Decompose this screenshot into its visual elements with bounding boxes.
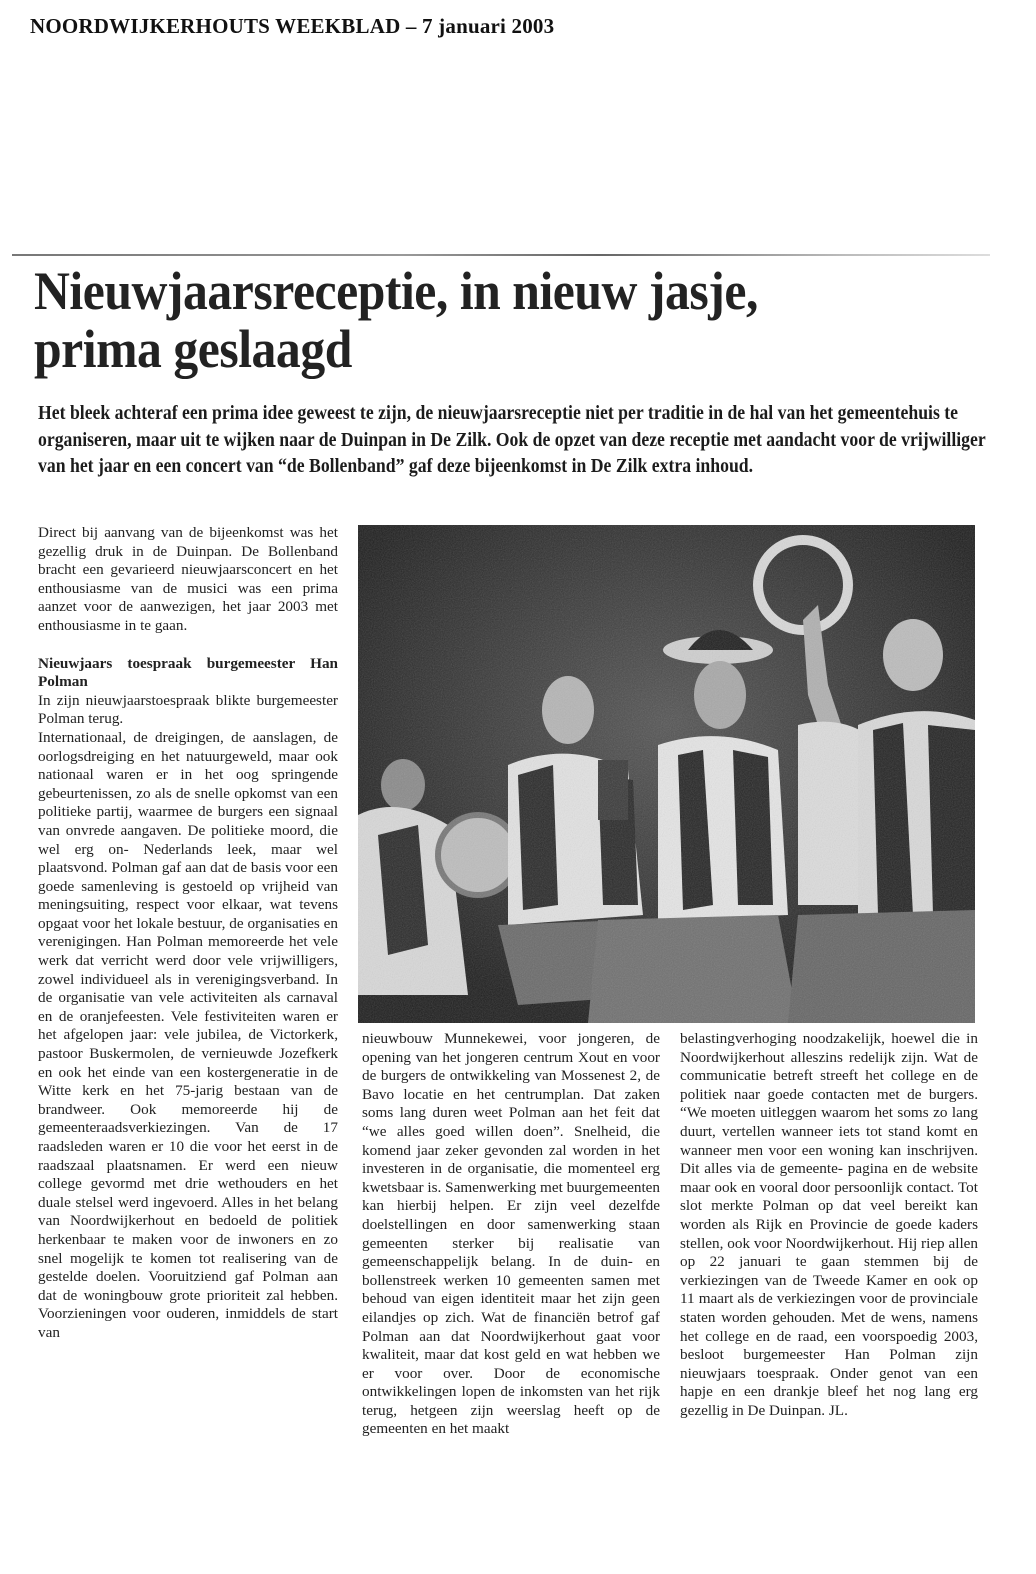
article-column-2 [362, 1030, 660, 1439]
subheading: Nieuwjaars toespraak burgemeester Han Polman [38, 654, 338, 691]
paragraph: Direct bij aanvang van de bijeenkomst was het gezellig druk in de Duinpan. De Bollenband bracht een gevarieerd nieuwjaarsconcert en het enthousiasme van de musici was een prima aanzet voor de aanwezigen, het jaar 2003 met enthousiasme in te gaan. [38, 524, 338, 634]
headline-line-2: prima geslaagd [34, 319, 352, 379]
headline-line-1: Nieuwjaarsreceptie, in nieuw jasje, [34, 261, 758, 321]
band-photo [358, 525, 975, 1023]
paragraph: nieuwbouw Munnekewei, voor jongeren, de opening van het jongeren centrum Xout en voor de burgers de ontwikkeling van Mossenest 2, de Bavo locatie en het centrumplan. Dat zaken soms lang duren weet Polman aan het feit dat “we alles goed willen doen”. Snelheid, die komend jaar zeker gevonden zal worden in het investeren in de organisatie, die momenteel erg kwetsbaar is. Samenwerking met buurgemeenten kan hierbij helpen. Er zijn veel dezelfde doelstellingen en door samenwerking staan gemeenten sterker bij realisatie van gemeenschappelijk belang. In de duin- en bollenstreek werken 10 gemeenten samen met behoud van eigen identiteit maar het zijn geen eilandjes op zich. Wat de financiën betrof gaf Polman aan dat Noordwijkerhout gaat voor kwaliteit, maar dat kost geld en wat hebben we er voor over. Door de economische ontwikkelingen lopen de inkomsten van het rijk terug, hetgeen zijn weerslag heeft op de gemeenten en het maakt [362, 1030, 660, 1438]
paragraph: belastingverhoging noodzakelijk, hoewel die in Noordwijkerhout alleszins redelijk zijn. Wat de communicatie betreft streeft het college en de politiek naar goede contacten met de burgers. “We moeten uitleggen waarom het soms zo lang duurt, vertellen wanneer iets tot stand komt en wanneer men voor een woning kan inschrijven. Dit alles via de gemeente- pagina en de website maar ook en vooral door persoonlijk contact. Tot slot merkte Polman op dat veel bereikt kan worden als Rijk en Provincie de goede kaders stellen, ook voor Noordwijkerhout. Hij riep allen op 22 januari te gaan stemmen bij de verkiezingen van de Tweede Kamer en ook op 11 maart als de verkiezingen voor de provinciale staten worden gehouden. Met de wens, namens het college en de raad, een voorspoedig 2003, besloot burgemeester Han Polman zijn nieuwjaars toespraak. Onder genot van een hapje en een drankje bleef het nog lang erg gezellig in De Duinpan. JL. [680, 1030, 978, 1419]
article-column-3 [680, 1030, 978, 1420]
photo-illustration [358, 525, 975, 1023]
paragraph: Internationaal, de dreigingen, de aanslagen, de oorlogsdreiging en het natuurgeweld, maar ook nationaal waren er in het oog springende gebeurtenissen, zo als de snelle opkomst van een politieke partij, waarmee de burgers een signaal van onvrede aangaven. De politieke moord, die wel erg on- Nederlands leek, maar wel plaatsvond. Polman gaf aan dat de basis voor een goede samenleving is gestoeld op vrijheid van meningsuiting, respect voor elkaar, wat tevens opgaat voor het lokale bestuur, de organisaties en verenigingen. Han Polman memoreerde het vele werk dat verricht werd door vele vrijwilligers, zowel individueel als in verenigingsverband. In de organisatie van vele activiteiten als carnaval en de oranjefeesten. Vele festiviteiten waren er het afgelopen jaar: vele jubilea, de Victorkerk, pastoor Buskermolen, de vernieuwde Jozefkerk en ook het einde van een kostergeneratie in de Witte kerk en het 75-jarig bestaan van de brandweer. Ook memoreerde hij de gemeenteraadsverkiezingen. Van de 17 raadsleden waren er 10 die voor het eerst in de raadszaal plaatsnamen. Er werd een nieuw college gevormd met drie wethouders en het duale stelsel werd ingevoerd. Alles in het belang van Noordwijkerhout en bedoeld de politiek herkenbaar te maken voor de inwoners en zo snel mogelijk te komen tot realisering van de gestelde doelen. Vooruitziend gaf Polman aan dat de woningbouw grote prioriteit zal hebben. Voorzieningen voor ouderen, inmiddels de start van [38, 728, 338, 1341]
article-column-1 [38, 524, 338, 1343]
header-rule [12, 254, 990, 256]
paragraph: In zijn nieuwjaarstoespraak blikte burgemeester Polman terug. [38, 691, 338, 728]
headline [34, 262, 917, 378]
masthead: NOORDWIJKERHOUTS WEEKBLAD – 7 januari 2003 [30, 14, 555, 38]
intro-paragraph: Het bleek achteraf een prima idee geweest te zijn, de nieuwjaarsreceptie niet per traditie in de hal van het gemeentehuis te organiseren, maar uit te wijken naar de Duinpan in De Zilk. Ook de opzet van deze receptie met aandacht voor de vrijwilliger van het jaar en een concert van “de Bollenband” gaf deze bijeenkomst in De Zilk extra inhoud. [38, 402, 986, 477]
